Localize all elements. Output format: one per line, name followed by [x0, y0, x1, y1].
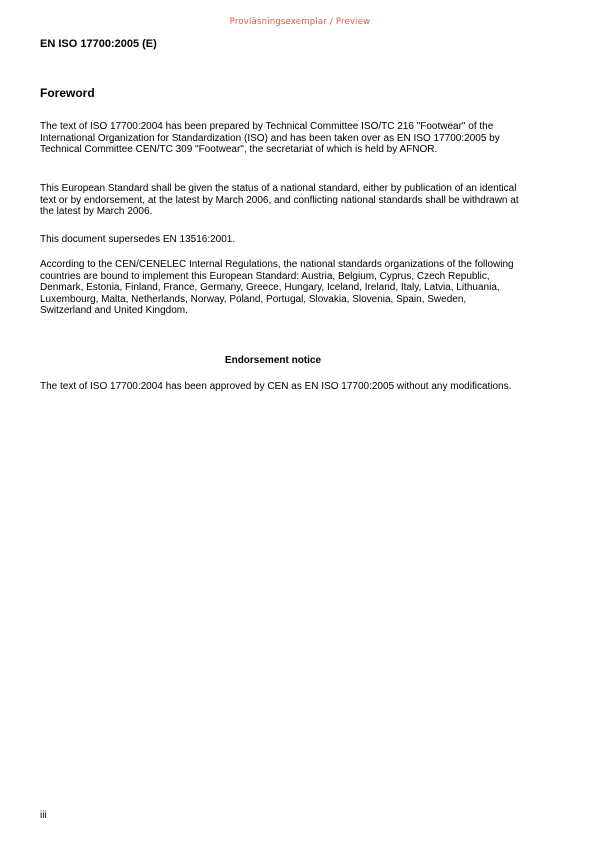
foreword-paragraph-regulations: According to the CEN/CENELEC Internal Regulations, the national standards organizations of the following countries are bound to implement this European Standard: Austria, Belgium, Cyprus, Czech Republic, Denmark, Estonia, Finland, France, Germany, Greece, Hungary, Iceland, Ireland, Italy, Latvia, Lithuania, Luxembourg, Malta, Netherlands, Norway, Poland, Portugal, Slovakia, Slovenia, Spain, Sweden, Switzerland and United Kingdom. — [40, 259, 514, 317]
foreword-paragraph-status: This European Standard shall be given the status of a national standard, either by publication of an identical text or by endorsement, at the latest by March 2006, and conflicting national standards shall be withdrawn at the latest by March 2006. — [40, 183, 519, 218]
preview-watermark: Provläsningsexemplar / Preview — [229, 17, 371, 27]
foreword-heading: Foreword — [40, 86, 95, 100]
document-identifier: EN ISO 17700:2005 (E) — [40, 38, 157, 50]
endorsement-heading: Endorsement notice — [224, 355, 322, 366]
foreword-paragraph-origin: The text of ISO 17700:2004 has been prepared by Technical Committee ISO/TC 216 "Footwear" of the International Organization for Standardization (ISO) and has been taken over as EN ISO 17700:2005 by Technical Committee CEN/TC 309 "Footwear", the secretariat of which is held by AFNOR. — [40, 121, 500, 156]
foreword-paragraph-supersedes: This document supersedes EN 13516:2001. — [40, 234, 236, 245]
endorsement-paragraph: The text of ISO 17700:2004 has been approved by CEN as EN ISO 17700:2005 without any modifications. — [40, 381, 512, 392]
page-number: iii — [40, 810, 47, 821]
